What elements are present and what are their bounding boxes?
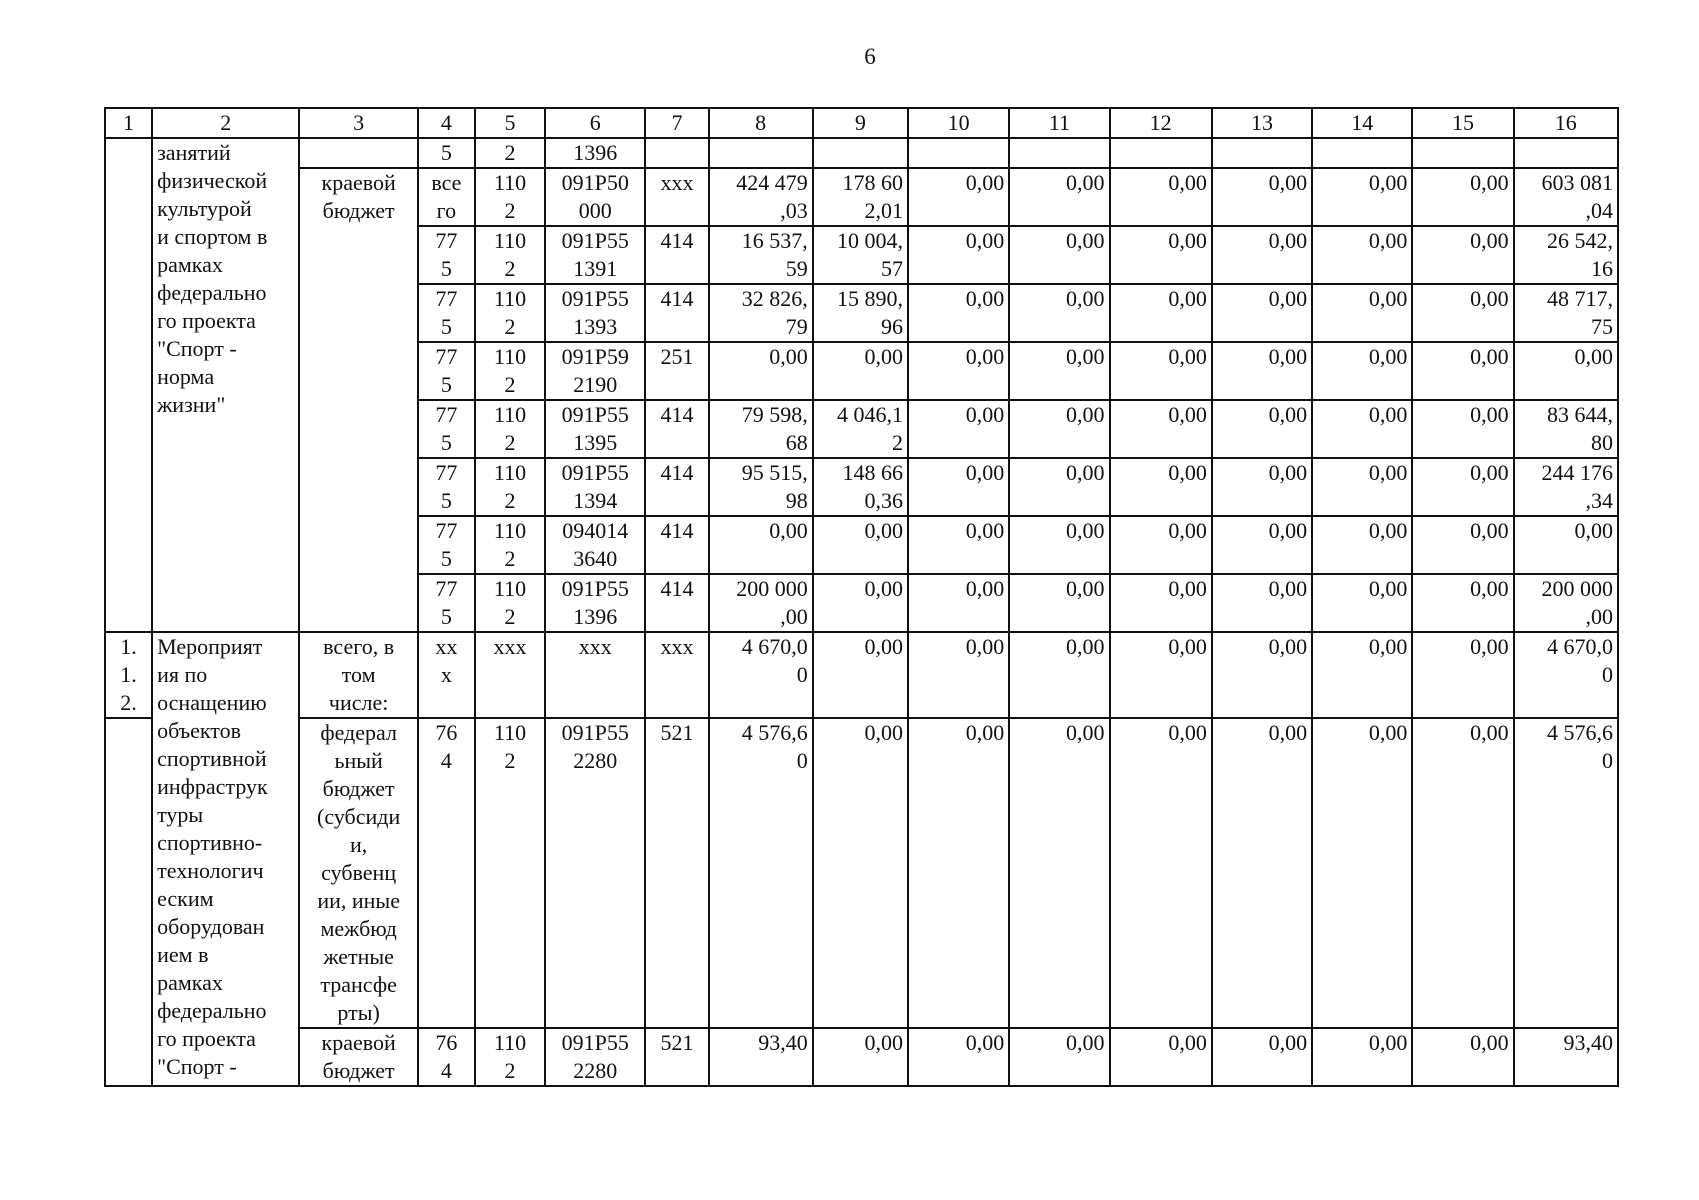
value-cell: 0,00 <box>908 284 1009 342</box>
column-number-10: 10 <box>908 108 1009 138</box>
value-cell: 0,00 <box>1110 574 1212 632</box>
value-cell: 0,00 <box>1212 458 1312 516</box>
code-cell: 77 5 <box>418 400 475 458</box>
value-cell: 4 046,1 2 <box>813 400 908 458</box>
event-name-cell: занятий физической культурой и спортом в рамках федерально го проекта "Спорт - норма жизни" <box>152 138 299 632</box>
value-cell: 0,00 <box>1009 516 1109 574</box>
value-cell <box>908 138 1009 168</box>
code-cell: 77 5 <box>418 516 475 574</box>
value-cell: 0,00 <box>1212 284 1312 342</box>
code-cell: 77 5 <box>418 458 475 516</box>
value-cell: 15 890, 96 <box>813 284 908 342</box>
code-cell: xxx <box>545 632 645 718</box>
column-number-1: 1 <box>105 108 152 138</box>
value-cell: 0,00 <box>908 574 1009 632</box>
value-cell: 0,00 <box>1412 342 1513 400</box>
value-cell: 0,00 <box>1312 400 1412 458</box>
funding-source-cell: краевой бюджет <box>299 1028 417 1086</box>
value-cell: 0,00 <box>1110 632 1212 718</box>
value-cell: 93,40 <box>709 1028 813 1086</box>
value-cell: 178 60 2,01 <box>813 168 908 226</box>
code-cell: xx x <box>418 632 475 718</box>
value-cell: 0,00 <box>1009 1028 1109 1086</box>
value-cell: 0,00 <box>908 226 1009 284</box>
code-cell: xxx <box>645 632 708 718</box>
code-cell: 76 4 <box>418 1028 475 1086</box>
funding-source-cell: всего, в том числе: <box>299 632 417 718</box>
value-cell: 0,00 <box>1412 1028 1513 1086</box>
table-row <box>105 1028 1618 1086</box>
row-number-cell: 1. 1. 2. <box>105 632 152 718</box>
code-cell: 091P55 2280 <box>545 718 645 1028</box>
value-cell: 32 826, 79 <box>709 284 813 342</box>
value-cell: 0,00 <box>1212 168 1312 226</box>
table-row <box>105 718 1618 1028</box>
value-cell: 0,00 <box>1110 226 1212 284</box>
value-cell: 148 66 0,36 <box>813 458 908 516</box>
value-cell: 0,00 <box>1312 1028 1412 1086</box>
column-number-6: 6 <box>545 108 645 138</box>
value-cell: 0,00 <box>1312 284 1412 342</box>
value-cell: 0,00 <box>1110 718 1212 1028</box>
value-cell: 0,00 <box>1212 516 1312 574</box>
column-number-11: 11 <box>1009 108 1109 138</box>
value-cell: 0,00 <box>1212 574 1312 632</box>
value-cell: 0,00 <box>908 168 1009 226</box>
value-cell: 0,00 <box>1110 400 1212 458</box>
value-cell: 95 515, 98 <box>709 458 813 516</box>
value-cell: 200 000 ,00 <box>1514 574 1618 632</box>
value-cell: 0,00 <box>1412 168 1513 226</box>
value-cell: 0,00 <box>1110 1028 1212 1086</box>
value-cell: 0,00 <box>908 718 1009 1028</box>
code-cell: 5 <box>418 138 475 168</box>
value-cell: 200 000 ,00 <box>709 574 813 632</box>
code-cell: 091P55 1393 <box>545 284 645 342</box>
value-cell: 83 644, 80 <box>1514 400 1618 458</box>
column-number-2: 2 <box>152 108 299 138</box>
code-cell: 414 <box>645 458 708 516</box>
value-cell <box>1009 138 1109 168</box>
code-cell: 091P55 1391 <box>545 226 645 284</box>
code-cell: 091P55 1396 <box>545 574 645 632</box>
value-cell: 0,00 <box>813 574 908 632</box>
value-cell: 0,00 <box>1009 458 1109 516</box>
code-cell: 091P55 1395 <box>545 400 645 458</box>
value-cell: 0,00 <box>813 718 908 1028</box>
code-cell: 521 <box>645 718 708 1028</box>
table-row <box>105 168 1618 226</box>
value-cell: 0,00 <box>1412 516 1513 574</box>
value-cell: 0,00 <box>813 1028 908 1086</box>
code-cell: 110 2 <box>475 284 545 342</box>
value-cell: 0,00 <box>813 632 908 718</box>
value-cell: 0,00 <box>1514 516 1618 574</box>
table-row <box>105 138 1618 168</box>
code-cell: 110 2 <box>475 718 545 1028</box>
value-cell <box>645 138 708 168</box>
value-cell: 0,00 <box>1412 458 1513 516</box>
value-cell: 0,00 <box>1212 342 1312 400</box>
code-cell: 110 2 <box>475 458 545 516</box>
value-cell: 0,00 <box>1009 632 1109 718</box>
code-cell: 251 <box>645 342 708 400</box>
value-cell: 0,00 <box>1212 718 1312 1028</box>
column-number-16: 16 <box>1514 108 1618 138</box>
value-cell: 0,00 <box>709 516 813 574</box>
value-cell: 0,00 <box>1312 168 1412 226</box>
value-cell: 0,00 <box>908 458 1009 516</box>
value-cell: 0,00 <box>1009 284 1109 342</box>
value-cell: 0,00 <box>1312 516 1412 574</box>
value-cell: 0,00 <box>1009 574 1109 632</box>
column-number-9: 9 <box>813 108 908 138</box>
row-number-cell <box>105 138 152 632</box>
value-cell: 48 717, 75 <box>1514 284 1618 342</box>
value-cell: 0,00 <box>1212 632 1312 718</box>
value-cell: 0,00 <box>1312 574 1412 632</box>
value-cell: 0,00 <box>1412 574 1513 632</box>
value-cell <box>1412 138 1513 168</box>
value-cell: 0,00 <box>908 632 1009 718</box>
code-cell: 110 2 <box>475 226 545 284</box>
value-cell <box>709 138 813 168</box>
value-cell: 10 004, 57 <box>813 226 908 284</box>
column-number-8: 8 <box>709 108 813 138</box>
value-cell: 0,00 <box>1412 284 1513 342</box>
value-cell: 0,00 <box>1312 718 1412 1028</box>
value-cell: 0,00 <box>1009 226 1109 284</box>
code-cell: xxx <box>645 168 708 226</box>
code-cell: все го <box>418 168 475 226</box>
value-cell: 0,00 <box>908 1028 1009 1086</box>
value-cell: 0,00 <box>1110 284 1212 342</box>
code-cell: 091P55 2280 <box>545 1028 645 1086</box>
code-cell: 414 <box>645 400 708 458</box>
value-cell: 0,00 <box>1110 458 1212 516</box>
code-cell: 77 5 <box>418 574 475 632</box>
value-cell: 4 576,6 0 <box>709 718 813 1028</box>
budget-table <box>104 107 1619 1087</box>
value-cell <box>1110 138 1212 168</box>
code-cell: 094014 3640 <box>545 516 645 574</box>
value-cell: 26 542, 16 <box>1514 226 1618 284</box>
value-cell: 4 576,6 0 <box>1514 718 1618 1028</box>
code-cell: 110 2 <box>475 1028 545 1086</box>
code-cell: 414 <box>645 574 708 632</box>
column-number-4: 4 <box>418 108 475 138</box>
code-cell: 1396 <box>545 138 645 168</box>
code-cell: 110 2 <box>475 516 545 574</box>
code-cell: 091P50 000 <box>545 168 645 226</box>
column-number-14: 14 <box>1312 108 1412 138</box>
value-cell: 0,00 <box>813 516 908 574</box>
column-number-15: 15 <box>1412 108 1513 138</box>
value-cell: 0,00 <box>1412 400 1513 458</box>
code-cell: 110 2 <box>475 342 545 400</box>
value-cell: 79 598, 68 <box>709 400 813 458</box>
code-cell: 77 5 <box>418 342 475 400</box>
funding-source-cell: краевой бюджет <box>299 168 417 632</box>
code-cell: 091P59 2190 <box>545 342 645 400</box>
event-name-cell: Мероприят ия по оснащению объектов спортивной инфраструк туры спортивно- технологич еским оборудован ием в рамках федерально го проекта "Спорт - <box>152 632 299 1086</box>
header-row <box>105 108 1618 138</box>
value-cell: 0,00 <box>1009 168 1109 226</box>
value-cell: 0,00 <box>1110 516 1212 574</box>
value-cell: 244 176 ,34 <box>1514 458 1618 516</box>
value-cell: 0,00 <box>1009 342 1109 400</box>
table-row <box>105 632 1618 718</box>
code-cell: 77 5 <box>418 284 475 342</box>
value-cell: 0,00 <box>1009 400 1109 458</box>
code-cell: 091P55 1394 <box>545 458 645 516</box>
funding-source-cell: федерал ьный бюджет (субсиди и, субвенц ии, иные межбюд жетные трансфе рты) <box>299 718 417 1028</box>
code-cell: 521 <box>645 1028 708 1086</box>
value-cell <box>1212 138 1312 168</box>
code-cell: 77 5 <box>418 226 475 284</box>
value-cell: 0,00 <box>1212 226 1312 284</box>
code-cell: 110 2 <box>475 400 545 458</box>
value-cell: 0,00 <box>1212 400 1312 458</box>
value-cell: 16 537, 59 <box>709 226 813 284</box>
code-cell: 110 2 <box>475 168 545 226</box>
row-number-cell <box>105 718 152 1086</box>
value-cell <box>1312 138 1412 168</box>
value-cell: 0,00 <box>1412 632 1513 718</box>
column-number-7: 7 <box>645 108 708 138</box>
code-cell: 76 4 <box>418 718 475 1028</box>
value-cell: 424 479 ,03 <box>709 168 813 226</box>
column-number-13: 13 <box>1212 108 1312 138</box>
value-cell: 0,00 <box>1412 226 1513 284</box>
code-cell: 2 <box>475 138 545 168</box>
value-cell: 0,00 <box>908 400 1009 458</box>
value-cell: 0,00 <box>1312 342 1412 400</box>
value-cell: 0,00 <box>1212 1028 1312 1086</box>
page-number: 6 <box>864 44 876 69</box>
value-cell: 0,00 <box>1312 458 1412 516</box>
value-cell: 93,40 <box>1514 1028 1618 1086</box>
column-number-12: 12 <box>1110 108 1212 138</box>
column-number-5: 5 <box>475 108 545 138</box>
code-cell: 110 2 <box>475 574 545 632</box>
code-cell: 414 <box>645 284 708 342</box>
value-cell: 603 081 ,04 <box>1514 168 1618 226</box>
value-cell: 0,00 <box>1412 718 1513 1028</box>
value-cell <box>1514 138 1618 168</box>
value-cell: 0,00 <box>908 342 1009 400</box>
code-cell: 414 <box>645 516 708 574</box>
value-cell: 0,00 <box>1514 342 1618 400</box>
value-cell: 0,00 <box>908 516 1009 574</box>
column-number-3: 3 <box>299 108 417 138</box>
value-cell: 4 670,0 0 <box>1514 632 1618 718</box>
funding-source-cell <box>299 138 417 168</box>
value-cell: 0,00 <box>709 342 813 400</box>
value-cell: 0,00 <box>813 342 908 400</box>
value-cell: 0,00 <box>1312 226 1412 284</box>
code-cell: xxx <box>475 632 545 718</box>
value-cell <box>813 138 908 168</box>
value-cell: 4 670,0 0 <box>709 632 813 718</box>
code-cell: 414 <box>645 226 708 284</box>
value-cell: 0,00 <box>1312 632 1412 718</box>
value-cell: 0,00 <box>1009 718 1109 1028</box>
value-cell: 0,00 <box>1110 168 1212 226</box>
value-cell: 0,00 <box>1110 342 1212 400</box>
